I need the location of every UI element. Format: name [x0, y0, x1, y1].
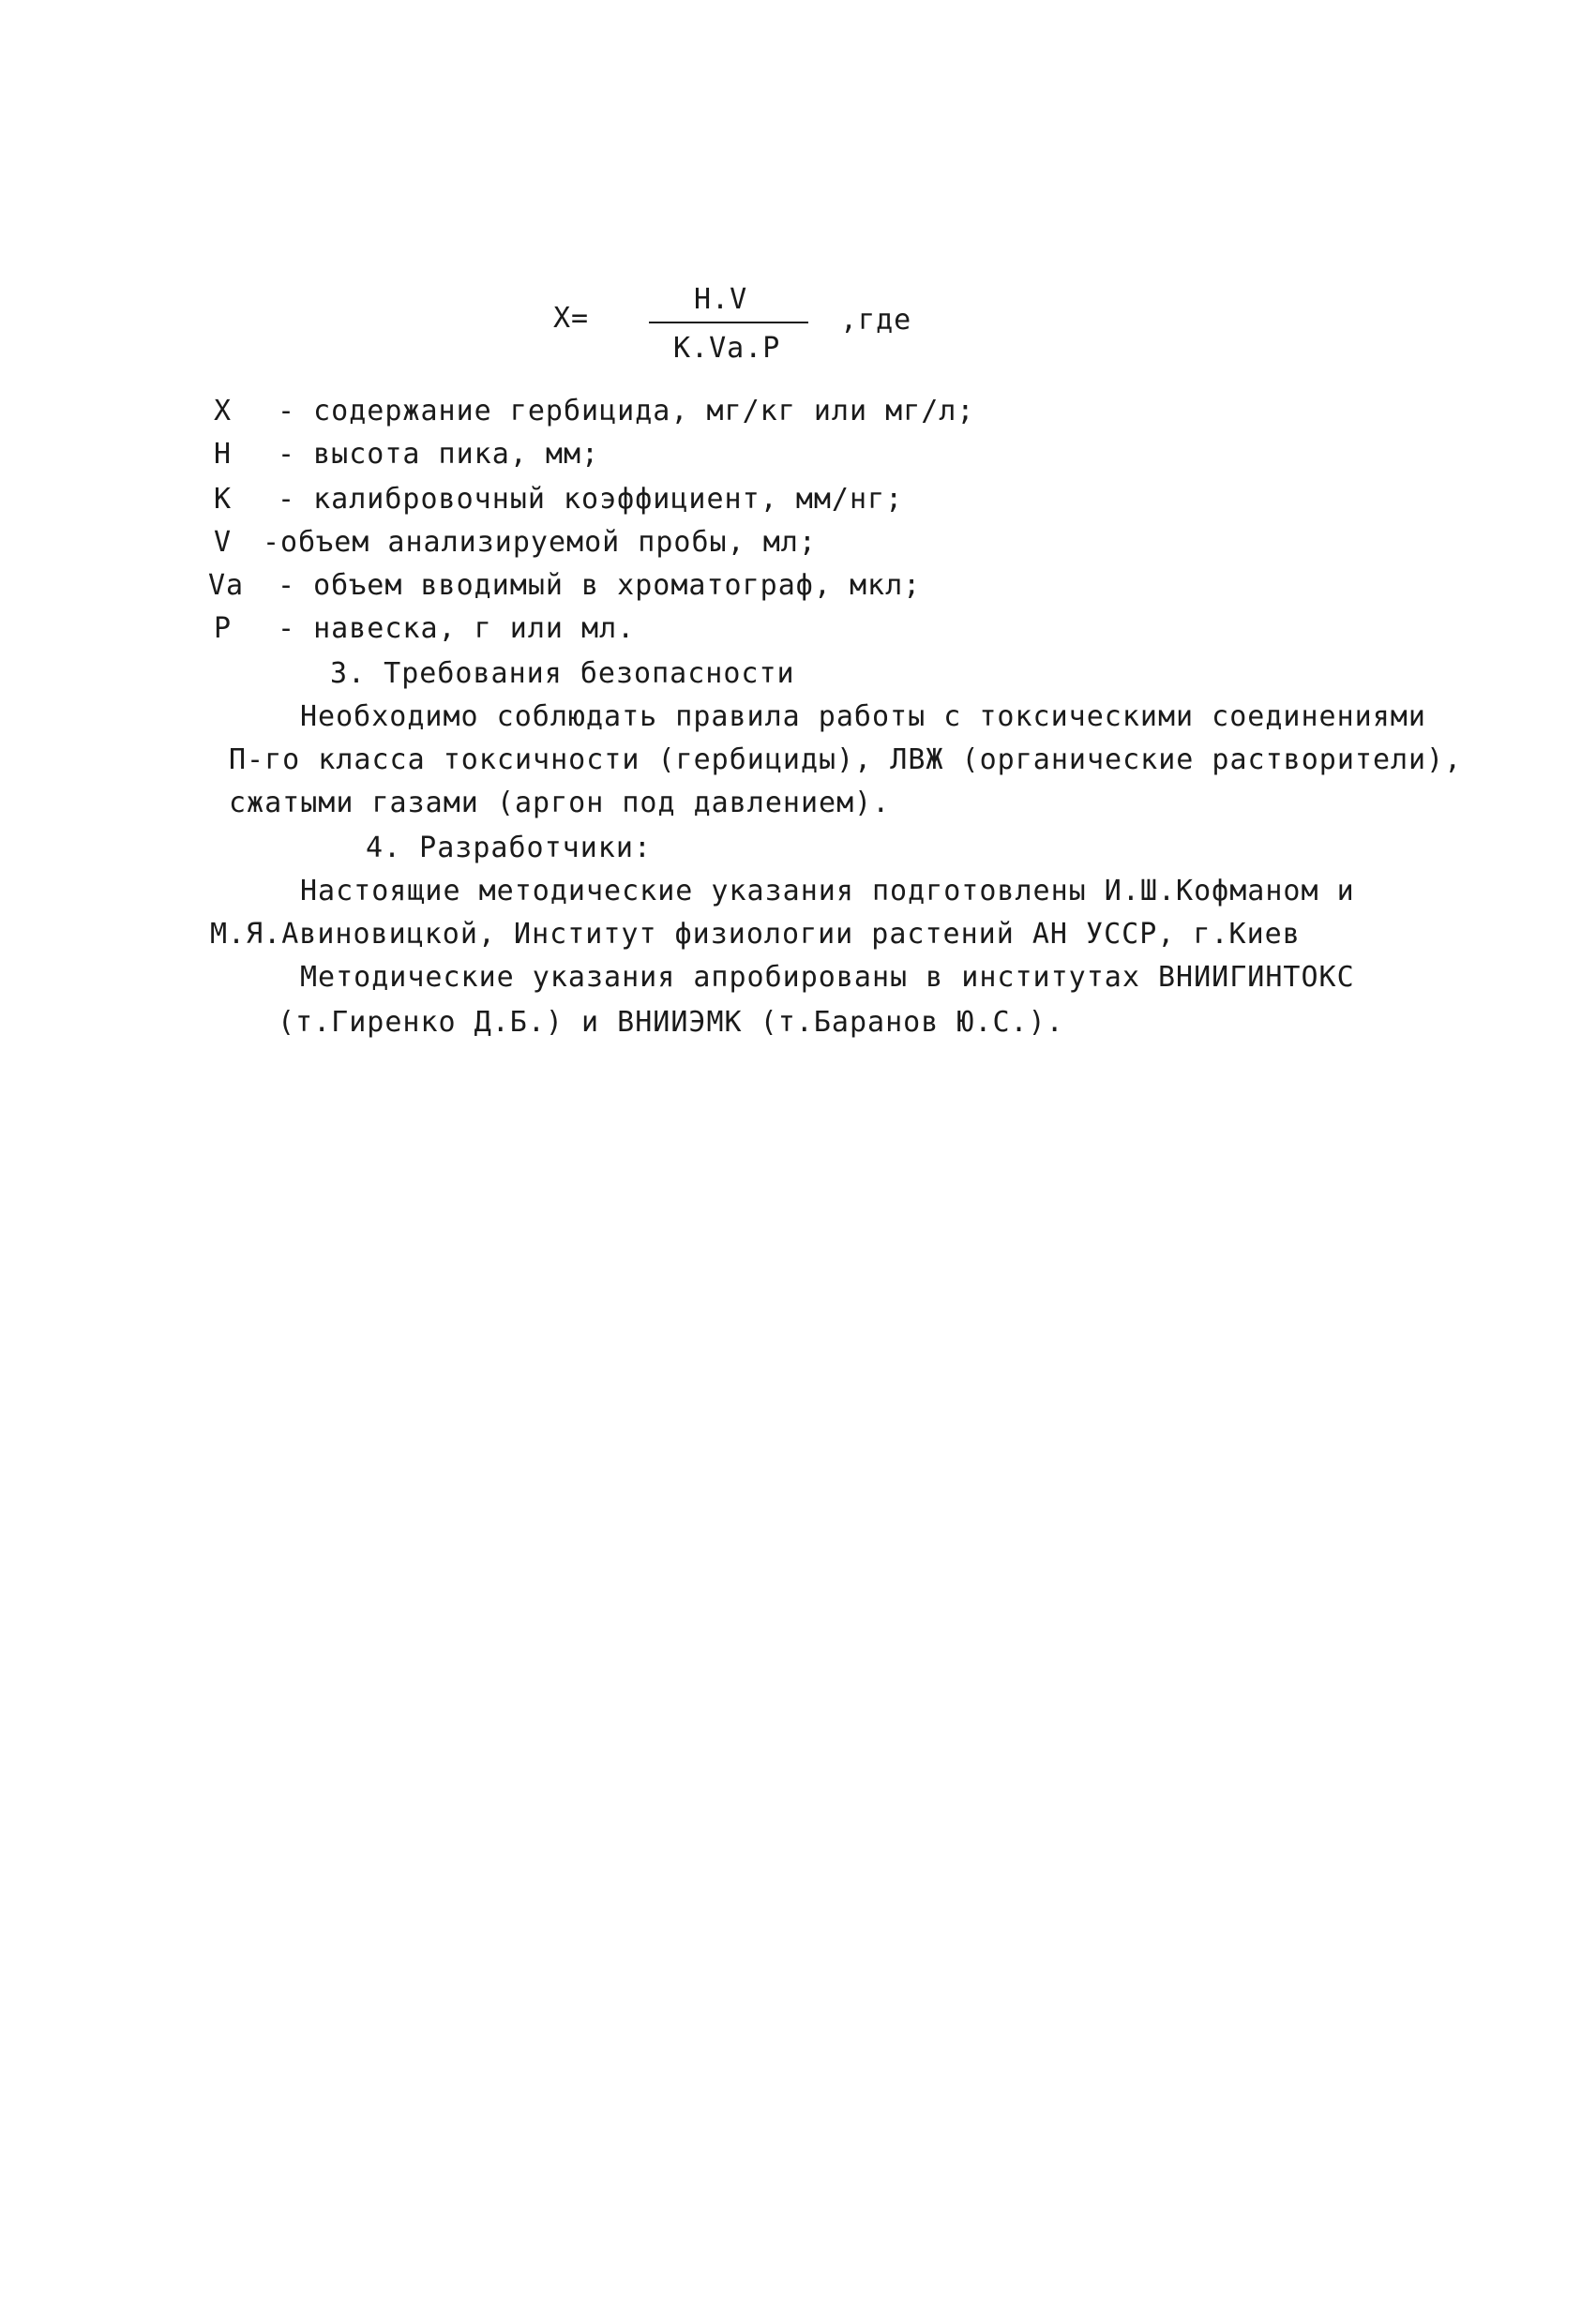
fraction-bar — [649, 322, 808, 323]
paragraph-line: М.Я.Авиновицкой, Институт физиологии растений АН УССР, г.Киев — [210, 918, 1301, 951]
legend-symbol: V — [214, 526, 233, 559]
formula-numerator: H.V — [694, 283, 748, 316]
legend-symbol: K — [214, 483, 233, 516]
legend-description: - объем вводимый в хроматограф, мкл; — [278, 569, 922, 602]
formula-where: ,где — [840, 304, 912, 337]
paragraph-line: Методические указания апробированы в институтах ВНИИГИНТОКС — [300, 961, 1355, 994]
paragraph-line: Необходимо соблюдать правила работы с токсическими соединениями — [300, 700, 1426, 733]
formula-lhs: X= — [553, 302, 590, 335]
legend-description: - калибровочный коэффициент, мм/нг; — [278, 483, 904, 516]
legend-description: - содержание гербицида, мг/кг или мг/л; — [278, 395, 975, 427]
section-heading: 4. Разработчики: — [366, 832, 652, 864]
legend-symbol: H — [214, 438, 233, 471]
legend-symbol: P — [214, 612, 233, 645]
paragraph-line: Настоящие методические указания подготовлены И.Ш.Кофманом и — [300, 875, 1355, 907]
legend-description: - навеска, г или мл. — [278, 612, 636, 645]
section-heading: 3. Требования безопасности — [330, 657, 795, 690]
legend-symbol: X — [214, 395, 233, 427]
paragraph-line: сжатыми газами (аргон под давлением). — [229, 787, 891, 819]
paragraph-line: (т.Гиренко Д.Б.) и ВНИИЭМК (т.Баранов Ю.С.). — [278, 1006, 1064, 1039]
paragraph-line: П-го класса токсичности (гербициды), ЛВЖ (органические растворители), — [229, 743, 1463, 776]
formula — [553, 277, 947, 380]
legend-symbol: Va — [208, 569, 245, 602]
legend-description: -объем анализируемой пробы, мл; — [263, 526, 817, 559]
formula-denominator: K.Va.P — [673, 332, 781, 365]
legend-description: - высота пика, мм; — [278, 438, 600, 471]
